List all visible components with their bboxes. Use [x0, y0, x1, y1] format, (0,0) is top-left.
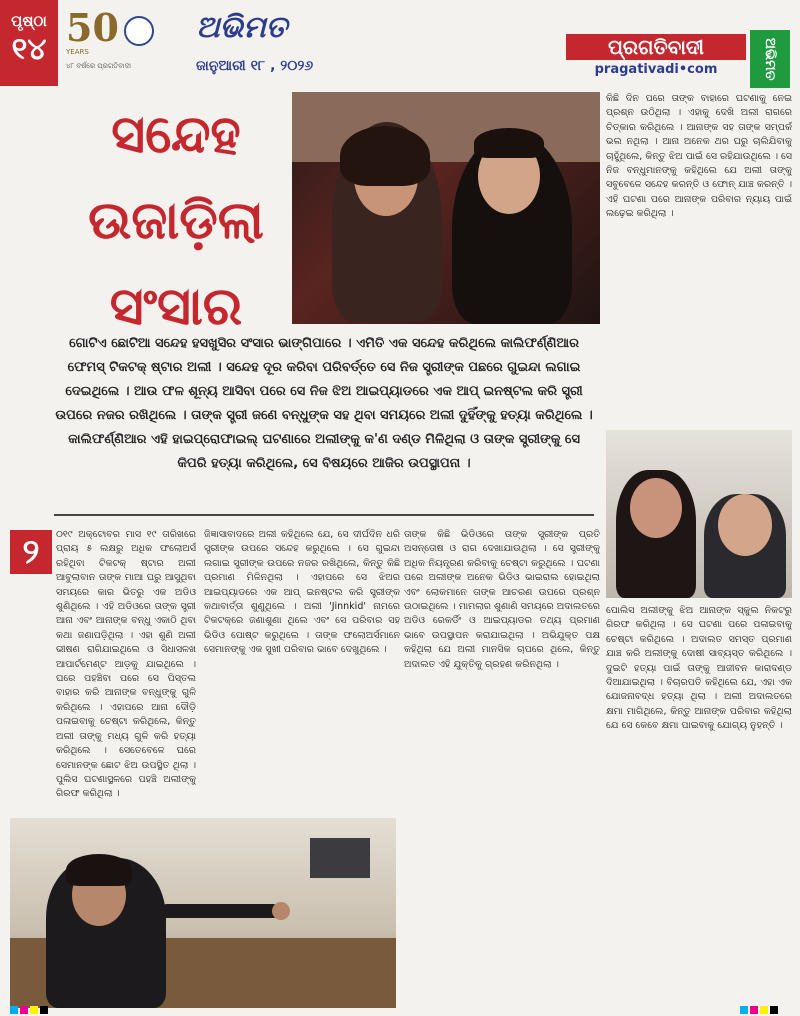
- couple-selfie-photo: [606, 430, 792, 598]
- anniversary-text: YEARS: [66, 48, 89, 56]
- issue-date: ଜାନୁଆରୀ ୧୮ , ୨୦୨୬: [196, 58, 314, 74]
- headline: [60, 92, 292, 350]
- section-tab: ଅଭିମତ: [750, 30, 790, 88]
- supplement-title: ଅଭିମତ: [196, 10, 288, 45]
- registration-marks: [10, 1006, 48, 1014]
- headline-line-2: ଉଜାଡ଼ିଲା: [88, 191, 264, 251]
- article-column-1: ୦୧୯ ଅକ୍ଟୋବର ମାସ ୧୯ ତାରିଖରେ ପ୍ରାୟ ୫ ଲକ୍ଷରୁ ଅଧିକ ଫଲୋଅର୍ସ ରହିଥିବା ଟିକଟକ୍ ଷ୍ଟାର ଅଲୀ ଆବୁଲାବାନ ତାଙ୍କ ମାଆ ଘରୁ ଆସୁଥିବା ସମୟରେ କାର ଭିତରୁ ଏକ ଅଡିଓ ଶୁଣିଥିଲେ । ଏହି ଅଡିଓରେ ତାଙ୍କ ସ୍ତ୍ରୀ ଆନା ଏବଂ ଆନାଙ୍କ ବନ୍ଧୁ ଏକାଠି ଥିବା କଥା ଜଣାପଡ଼ିଥିଲା । ଏହା ଶୁଣି ଅଲୀ ଭୀଷଣ ରାଗିଯାଇଥିଲେ ଓ ସିଧାସଳଖ ଆପାର୍ଟମେଣ୍ଟ ଆଡ଼କୁ ଯାଇଥିଲେ । ଘରେ ପହଞ୍ଚିବା ପରେ ସେ ପିସ୍ତଲ ବାହାର କରି ଆନାଙ୍କ ବନ୍ଧୁଙ୍କୁ ଗୁଳି କରିଥିଲେ । ଏହାପରେ ଆନା ଦୌଡ଼ି ପଳାଇବାକୁ ଚେଷ୍ଟା କରିଥିଲେ, କିନ୍ତୁ ଅଲୀ ତାଙ୍କୁ ମଧ୍ୟ ଗୁଳି କରି ହତ୍ୟା କରିଥିଲେ । ସେତେବେଳେ ଘରେ ସେମାନଙ୍କ ଛୋଟ ଝିଅ ଉପସ୍ଥିତ ଥିଲା । ପୁଲିସ ଘଟଣାସ୍ଥଳରେ ପହଞ୍ଚି ଅଲୀଙ୍କୁ ଗିରଫ କରିଥିଲା ।: [56, 529, 196, 800]
- brand-url[interactable]: pragativadi•com: [594, 62, 718, 77]
- anniversary-logo: [66, 5, 184, 80]
- seal-icon: [124, 16, 154, 46]
- brand-logo: ପ୍ରଗତିବାଦୀ: [566, 34, 746, 60]
- headline-line-3: ସଂସାର: [109, 277, 243, 337]
- article-column-4-top: କିଛି ଦିନ ପରେ ତାଙ୍କ ବାହାରେ ଘଟଣାକୁ ନେଇ ପ୍ରଶ୍ନ ଉଠିଥିଲା । ଏହାକୁ ଦେଖି ଅଲୀ ରାଗରେ ଚିତ୍କାର କରିଥିଲେ । ଆନାଙ୍କ ସହ ତାଙ୍କ ସମ୍ପର୍କ ଭଲ ନଥିଲା । ଆନା ଅନେକ ଥର ଘରୁ ଚାଲିଯିବାକୁ ଚାହୁଁଥିଲେ, କିନ୍ତୁ ଝିଅ ପାଇଁ ସେ ରହିଯାଉଥିଲେ । ସେ ନିଜ ବନ୍ଧୁମାନଙ୍କୁ କହିଥିଲେ ଯେ ଅଲୀ ତାଙ୍କୁ ସବୁବେଳେ ସନ୍ଦେହ କରନ୍ତି ଓ ଫୋନ୍ ଯାଞ୍ଚ କରନ୍ତି । ଏହି ଘଟଣା ପରେ ଆନାଙ୍କ ପରିବାର ନ୍ୟାୟ ପାଇଁ ଲଢ଼େଇ କରିଥିଲା ।: [606, 93, 792, 220]
- headline-line-1: ସନ୍ଦେହ: [111, 105, 241, 165]
- couple-photo: [292, 92, 600, 324]
- drop-cap: ୨: [10, 530, 52, 574]
- anniversary-sub: ୪୮ ବର୍ଷରେ ପ୍ରଗତିବାଦୀ: [66, 62, 131, 70]
- page-label: ପୃଷ୍ଠା: [11, 12, 47, 30]
- article-column-4-bottom: ପୋଲିସ ଅଲୀଙ୍କୁ ଝିଅ ଆନାଙ୍କ ସ୍କୁଲ ନିକଟରୁ ଗିରଫ କରିଥିଲା । ସେ ଘଟଣା ପରେ ପଳାଇବାକୁ ଚେଷ୍ଟା କରିଥିଲେ । ଅଦାଲତ ସମସ୍ତ ପ୍ରମାଣ ଯାଞ୍ଚ କରି ଅଲୀଙ୍କୁ ଦୋଷୀ ସାବ୍ୟସ୍ତ କରିଥିଲେ । ଦୁଇଟି ହତ୍ୟା ପାଇଁ ତାଙ୍କୁ ଆଜୀବନ କାରାଦଣ୍ଡ ଦିଆଯାଇଥିଲା । ବିଚାରପତି କହିଥିଲେ ଯେ, ଏହା ଏକ ଯୋଜନାବଦ୍ଧ ହତ୍ୟା ଥିଲା । ଅଲୀ ଅଦାଲତରେ କ୍ଷମା ମାଗିଥିଲେ, କିନ୍ତୁ ଆନାଙ୍କ ପରିବାର କହିଥିଲା ଯେ ସେ କେବେ କ୍ଷମା ପାଇବାକୁ ଯୋଗ୍ୟ ନୁହନ୍ତି ।: [606, 605, 792, 732]
- article-column-2: ଜିଜ୍ଞାସାବାଦରେ ଅଲୀ କହିଥିଲେ ଯେ, ସେ ଦୀର୍ଘଦିନ ଧରି ସ୍ତ୍ରୀଙ୍କ ଉପରେ ସନ୍ଦେହ କରୁଥିଲେ । ସେ ଗୁଇନ୍ଦା ଲଗାଇ ସ୍ତ୍ରୀଙ୍କ ଉପରେ ନଜର ରଖିଥିଲେ, କିନ୍ତୁ କିଛି ପ୍ରମାଣ ମିଳିନଥିଲା । ଏହାପରେ ସେ ଝିଅର ଆଇପ୍ୟାଡରେ ଏକ ଆପ୍ ଇନଷ୍ଟଲ କରି ସ୍ତ୍ରୀଙ୍କ କଥାବାର୍ତ୍ତା ଶୁଣୁଥିଲେ । ଅଲୀ 'Jinnkid' ନାମରେ ଟିକଟକ୍ରେ ଜଣାଶୁଣା ଥିଲେ ଏବଂ ସେ ପରିବାର ସହ ଭିଡିଓ ପୋଷ୍ଟ କରୁଥିଲେ । ତାଙ୍କ ଫଲୋଅର୍ସମାନେ ସେମାନଙ୍କୁ ଏକ ସୁଖୀ ପରିବାର ଭାବେ ଦେଖୁଥିଲେ ।: [204, 529, 400, 656]
- article-intro: ଗୋଟିଏ ଛୋଟିଆ ସନ୍ଦେହ ହସଖୁସିର ସଂସାର ଭାଙ୍ଗିପାରେ । ଏମିତି ଏକ ସନ୍ଦେହ କରିଥିଲେ କାଲିଫର୍ଣ୍ଣିଆର ଫେମସ୍ ଟିକଟକ୍ ଷ୍ଟାର ଅଲୀ । ସନ୍ଦେହ ଦୂର କରିବା ପରିବର୍ତ୍ତେ ସେ ନିଜ ସ୍ତ୍ରୀଙ୍କ ପଛରେ ଗୁଇନ୍ଦା ଲଗାଇ ଦେଇଥିଲେ । ଆଉ ଫଳ ଶୂନ୍ୟ ଆସିବା ପରେ ସେ ନିଜ ଝିଅ ଆଇପ୍ୟାଡରେ ଏକ ଆପ୍ ଇନଷ୍ଟଲ କରି ସ୍ତ୍ରୀ ଉପରେ ନଜର ରଖିଥିଲେ । ତାଙ୍କ ସ୍ତ୍ରୀ ଜଣେ ବନ୍ଧୁଙ୍କ ସହ ଥିବା ସମୟରେ ଅଲୀ ଦୁହିଁଙ୍କୁ ହତ୍ୟା କରିଥିଲେ । କାଲିଫର୍ଣ୍ଣିଆର ଏହି ହାଇପ୍ରୋଫାଇଲ୍ ଘଟଣାରେ ଅଲୀଙ୍କୁ କ'ଣ ଦଣ୍ଡ ମିଳିଥିଲା ଓ ତାଙ୍କ ସ୍ତ୍ରୀଙ୍କୁ ସେ କିପରି ହତ୍ୟା କରିଥିଲେ, ସେ ବିଷୟରେ ଆଜିର ଉପସ୍ଥାପନା ।: [55, 336, 593, 471]
- anniversary-number: 50: [66, 5, 119, 50]
- monitor: [310, 838, 370, 878]
- registration-marks-right: [740, 1006, 778, 1014]
- page-number-badge: [0, 0, 58, 86]
- divider: [54, 514, 594, 516]
- article-column-3: ତାଙ୍କ କିଛି ଭିଡିଓରେ ତାଙ୍କ ସ୍ତ୍ରୀଙ୍କ ପ୍ରତି ଅସନ୍ତୋଷ ଓ ରାଗ ଦେଖାଯାଉଥିଲା । ସେ ସ୍ତ୍ରୀଙ୍କୁ ଅଧିକ ନିୟନ୍ତ୍ରଣ କରିବାକୁ ଚେଷ୍ଟା କରୁଥିଲେ । ଘଟଣା ପରେ ଅଲୀଙ୍କ ଅନେକ ଭିଡିଓ ଭାଇରାଲ ହୋଇଥିଲା ଏବଂ ଲୋକମାନେ ତାଙ୍କ ଆଚରଣ ଉପରେ ପ୍ରଶ୍ନ ଉଠାଇଥିଲେ । ମାମଲାର ଶୁଣାଣି ସମୟରେ ଅଦାଲତରେ ଅଡିଓ ରେକର୍ଡିଂ ଓ ଆଇପ୍ୟାଡର ତଥ୍ୟ ପ୍ରମାଣ ଭାବେ ଉପସ୍ଥାପନ କରାଯାଇଥିଲା । ଅଭିଯୁକ୍ତ ପକ୍ଷ କହିଥିଲା ଯେ ଅଲୀ ମାନସିକ ଚାପରେ ଥିଲେ, କିନ୍ତୁ ଅଦାଲତ ଏହି ଯୁକ୍ତିକୁ ଗ୍ରହଣ କରିନଥିଲା ।: [404, 529, 600, 670]
- page-number: ୧୪: [11, 32, 47, 67]
- courtroom-photo: [10, 818, 396, 1008]
